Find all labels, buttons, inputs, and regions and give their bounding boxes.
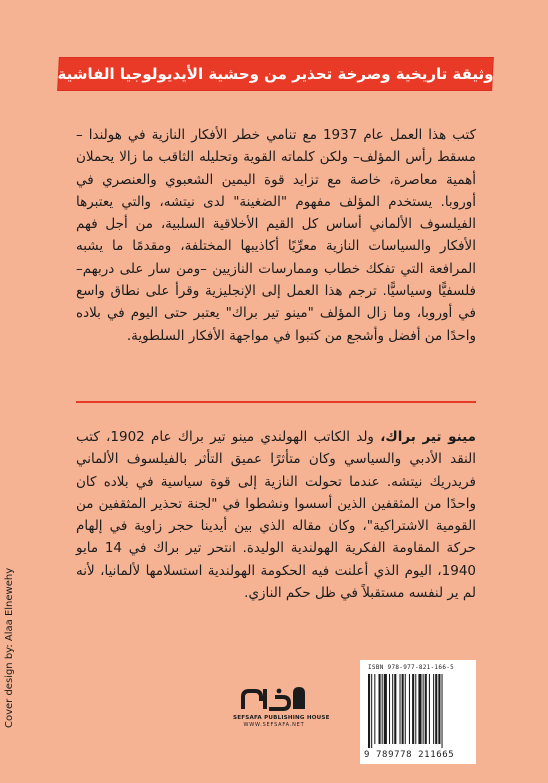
- book-description: كتب هذا العمل عام 1937 مع تنامي خطر الأفكار النازية في هولندا –مسقط رأس المؤلف– ولكن كلماته القوية وتحليله الثاقب ما زالا يحملان أهمية معاصرة، خاصة مع تزايد قوة اليمين الشعبوي والعنصري في أوروبا. يستخدم المؤلف مفهوم "الضغينة" لدى نيتشه، والتي يعتبرها الفيلسوف الألماني أساس كل القيم الأخلاقية السلبية، من أجل فهم الأفكار والسياسات النازية معرِّيًا أكاذيبها المختلفة، ومقدمًا ما يشبه المرافعة التي تفكك خطاب وممارسات النازيين –ومن سار على دربهم– فلسفيًّا وسياسيًّا. ترجم هذا العمل إلى الإنجليزية وقرأ على نطاق واسع في أوروبا، وما زال المؤلف "مينو تير براك" يعتبر حتى اليوم في بلاده واحدًا من أفضل وأشجع من كتبوا في مواجهة الأفكار السلطوية.: [76, 127, 477, 344]
- section-divider: [76, 401, 476, 403]
- author-name: مينو تير براك،: [380, 429, 476, 445]
- barcode-digits: 9 789778 211665: [364, 750, 455, 760]
- tagline-text: وثيقة تاريخية وصرخة تحذير من وحشية الأيديولوجيا الفاشية: [57, 65, 494, 83]
- isbn-barcode: [360, 660, 476, 764]
- barcode-bars-icon: [368, 674, 468, 748]
- isbn-label: ISBN 978-977-821-166-5: [368, 664, 455, 671]
- author-bio: [76, 426, 476, 604]
- publisher-logo: [233, 683, 330, 728]
- cover-design-credit: Cover design by: Alaa Elnewehy: [4, 567, 15, 728]
- publisher-name: SEFSAFA PUBLISHING HOUSE: [233, 715, 330, 721]
- publisher-url: WWW.SEFSAFA.NET: [243, 722, 305, 728]
- author-bio-text: ولد الكاتب الهولندي مينو تير براك عام 1902، كتب النقد الأدبي والسياسي وكان متأثرًا عميق التأثر بالفيلسوف الألماني فريدريك نيتشه. عندما تحولت النازية إلى قوة سياسية في بلاده كان واحدًا من المثقفين الذين أسسوا ونشطوا في "لجنة تحذير المثقفين من القومية الاشتراكية"، وكان مقاله الذي بين أيدينا حجر زاوية في إلهام حركة المقاومة الفكرية الهولندية الوليدة. انتحر تير براك في 14 مايو 1940، اليوم الذي أعلنت فيه الحكومة الهولندية استسلامها لألمانيا، لأنه لم ير لنفسه مستقبلاً في ظل حكم النازي.: [76, 429, 476, 602]
- sefsafa-logo-icon: [239, 683, 309, 713]
